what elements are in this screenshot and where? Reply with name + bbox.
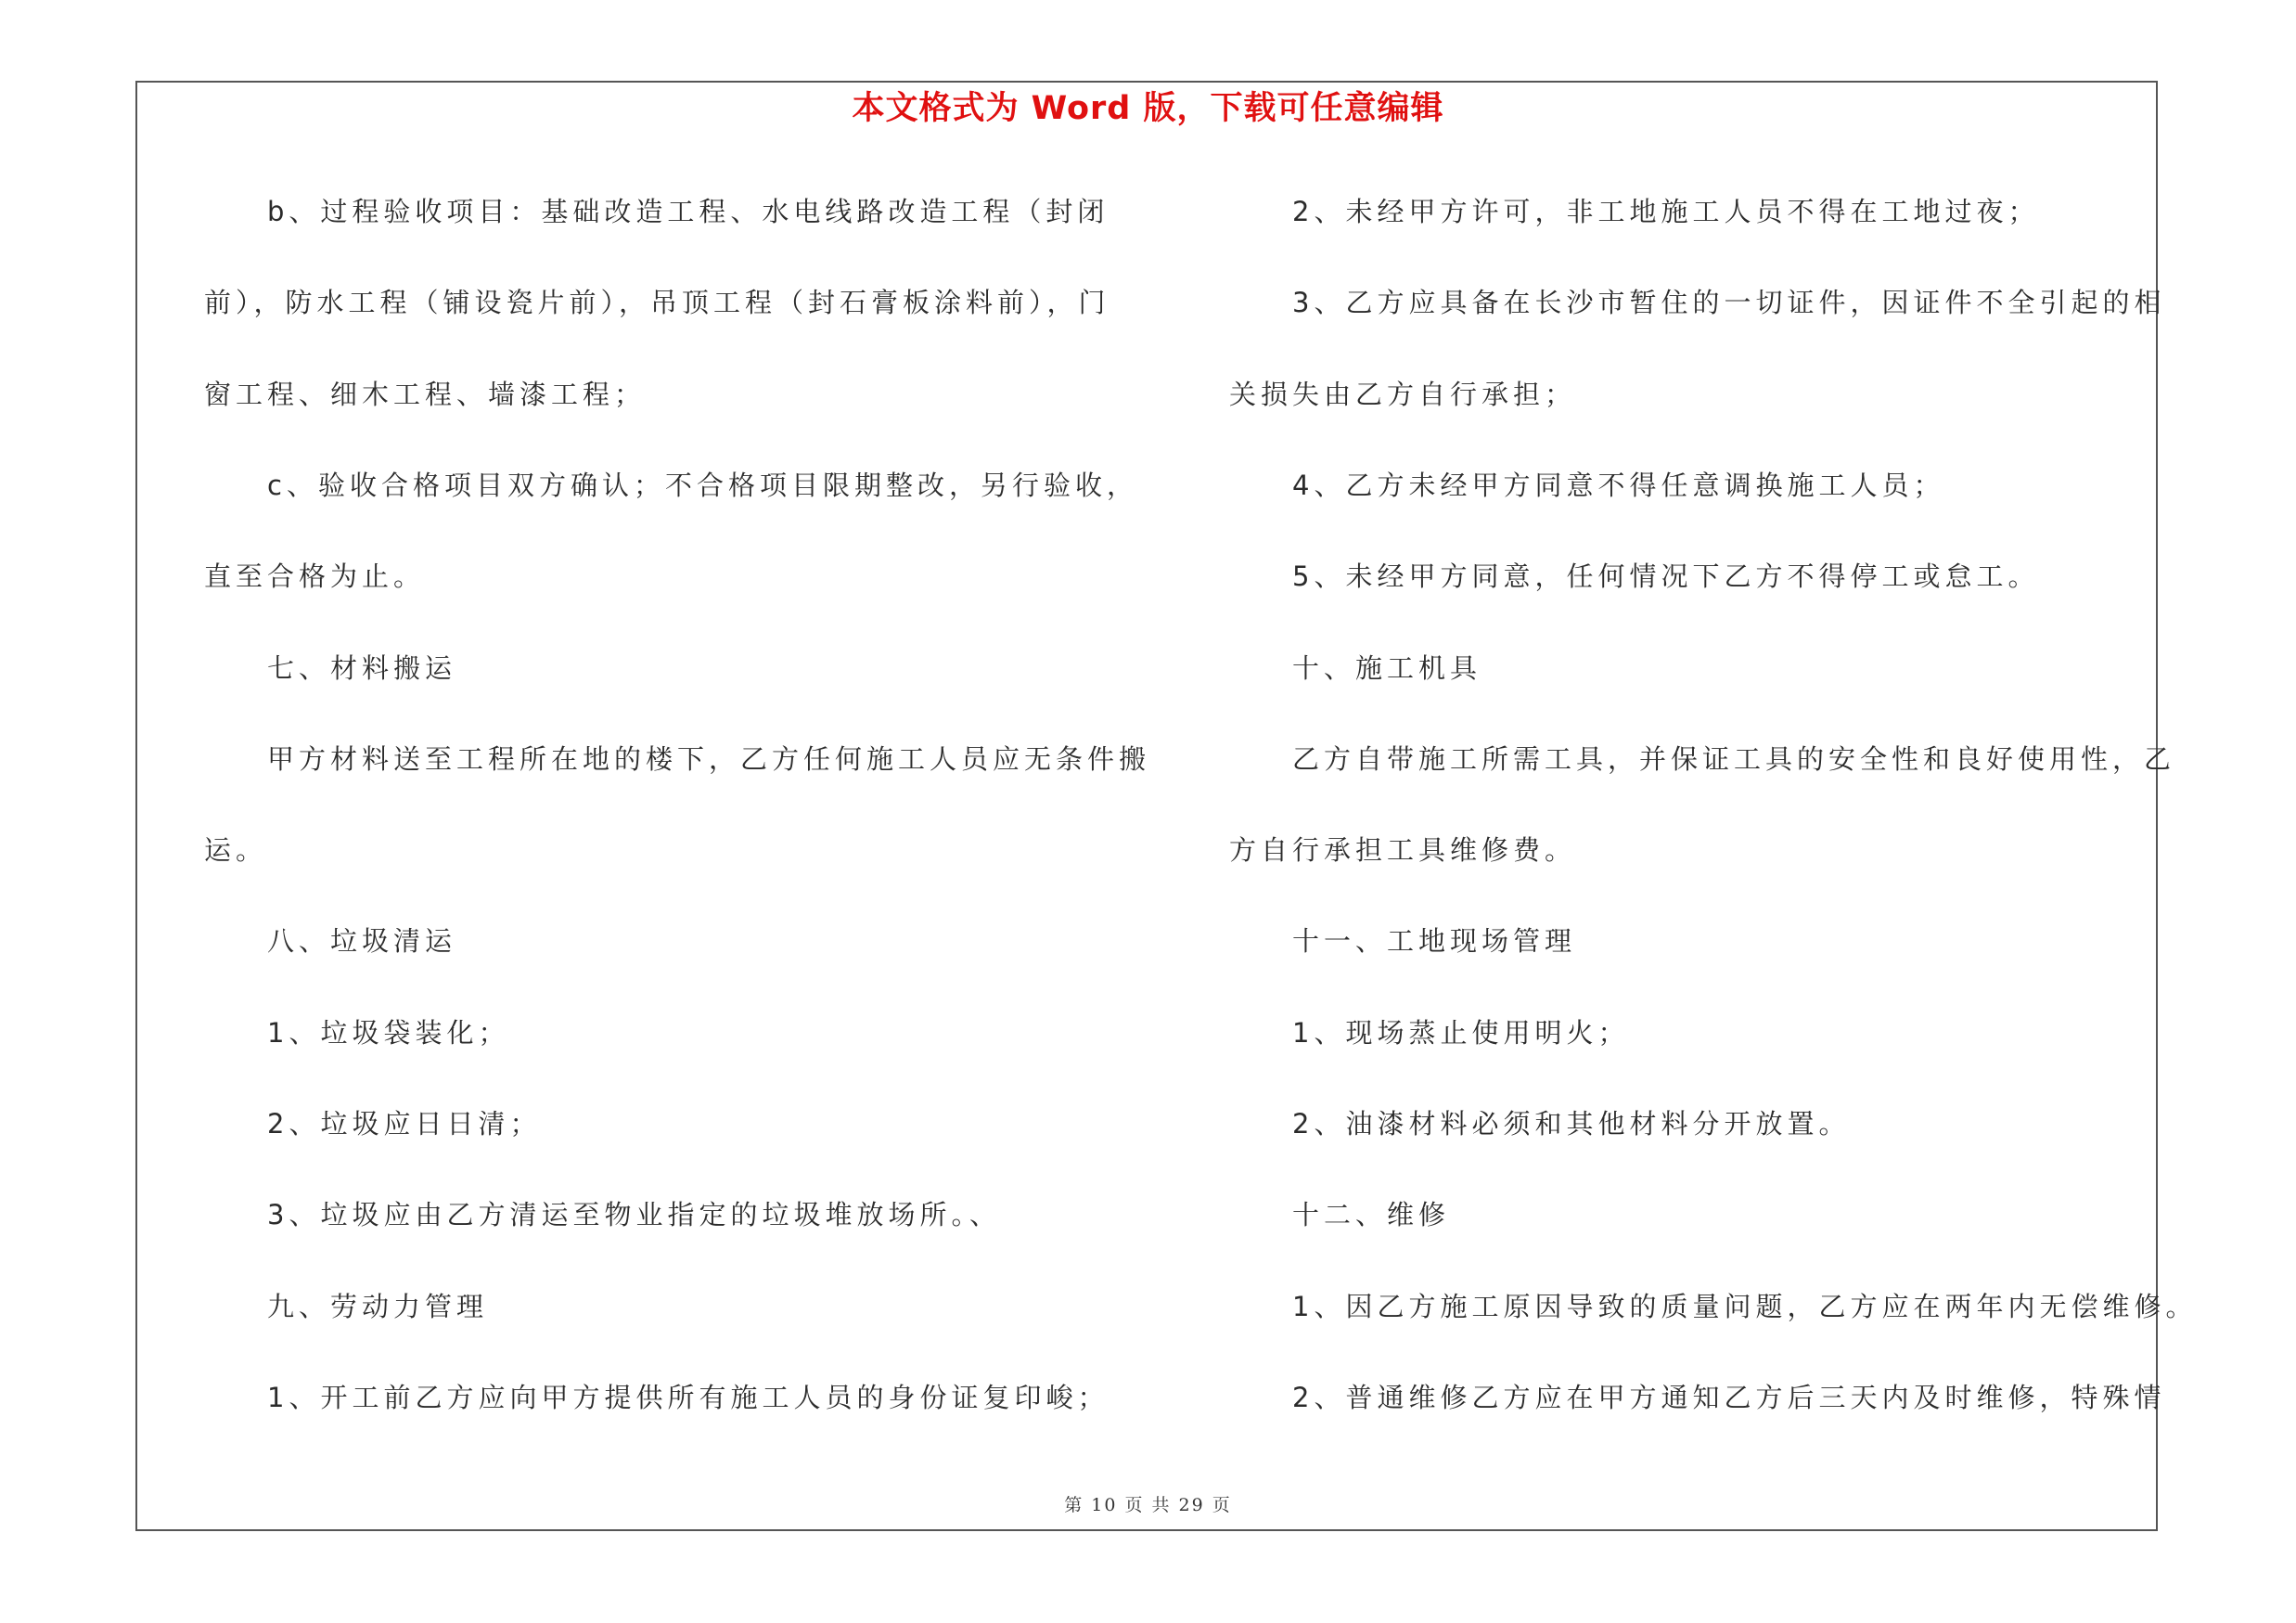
text-line: 十二、维修	[1292, 1199, 1451, 1231]
text-line: 七、材料搬运	[267, 651, 457, 684]
text-line: c、验收合格项目双方确认；不合格项目限期整改，另行验收，	[267, 469, 1138, 501]
text-line: 关损失由乙方自行承担；	[1229, 378, 1577, 410]
text-line: 1、开工前乙方应向甲方提供所有施工人员的身份证复印峻；	[267, 1381, 1110, 1413]
text-line: 十、施工机具	[1292, 651, 1482, 684]
text-line: 九、劳动力管理	[267, 1290, 489, 1322]
text-line: 3、乙方应具备在长沙市暂住的一切证件，因证件不全引起的相	[1292, 287, 2166, 319]
text-line: b、过程验收项目：基础改造工程、水电线路改造工程（封闭	[267, 196, 1110, 227]
text-line: 2、油漆材料必须和其他材料分开放置。	[1292, 1108, 1851, 1140]
text-line: 窗工程、细木工程、墙漆工程；	[204, 378, 647, 410]
text-line: 乙方自带施工所需工具，并保证工具的安全性和良好使用性，乙	[1292, 742, 2176, 775]
text-line: 2、未经甲方许可，非工地施工人员不得在工地过夜；	[1292, 196, 2040, 227]
page-number-footer: 第 10 页 共 29 页	[1064, 1495, 1232, 1515]
text-line: 十一、工地现场管理	[1292, 925, 1577, 958]
text-line: 2、普通维修乙方应在甲方通知乙方后三天内及时维修，特殊情	[1292, 1381, 2166, 1413]
text-line: 3、垃圾应由乙方清运至物业指定的垃圾堆放场所。、	[267, 1199, 1001, 1231]
text-line: 前），防水工程（铺设瓷片前），吊顶工程（封石膏板涂料前），门	[204, 287, 1110, 319]
text-line: 1、因乙方施工原因导致的质量问题，乙方应在两年内无偿维修。	[1292, 1290, 2198, 1322]
text-line: 5、未经甲方同意，任何情况下乙方不得停工或怠工。	[1292, 560, 2040, 593]
text-line: 甲方材料送至工程所在地的楼下，乙方任何施工人员应无条件搬	[267, 742, 1151, 775]
text-line: 八、垃圾清运	[267, 925, 457, 958]
format-banner: 本文格式为 Word 版，下载可任意编辑	[852, 90, 1444, 127]
text-line: 直至合格为止。	[204, 560, 426, 593]
text-line: 2、垃圾应日日清；	[267, 1108, 542, 1140]
text-line: 方自行承担工具维修费。	[1229, 834, 1577, 867]
text-line: 4、乙方未经甲方同意不得任意调换施工人员；	[1292, 469, 1945, 501]
text-line: 1、垃圾袋装化；	[267, 1016, 510, 1049]
text-line: 1、现场蒸止使用明火；	[1292, 1016, 1630, 1049]
text-line: 运。	[204, 834, 268, 867]
